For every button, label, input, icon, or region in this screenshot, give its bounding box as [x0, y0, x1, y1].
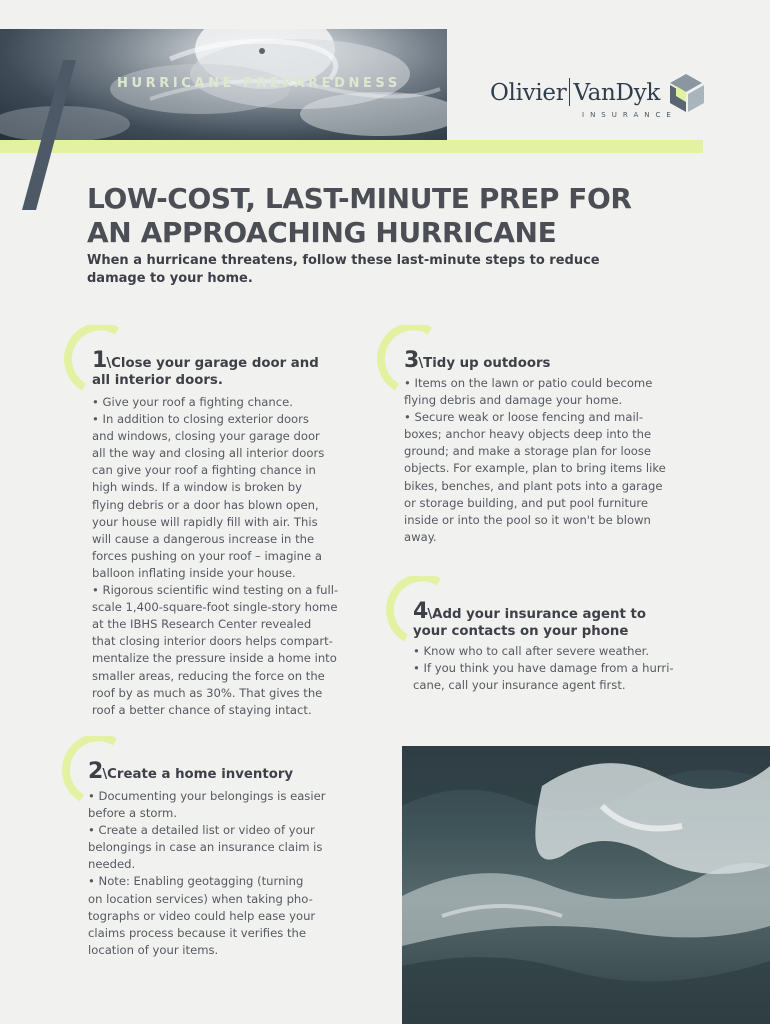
company-logo	[490, 72, 710, 122]
step-3-body: • Items on the lawn or patio could become flying debris and damage your home. • Secure weak or loose fencing and mail- boxes; anchor heavy objects deep into the ground; and make a storage plan for loose objects. For example, plan to bring items like bikes, benches, and plant pots into a garage or storage building, and put pool furniture inside or into the pool so it won't be blown away.	[404, 376, 666, 544]
step-4-body: • Know who to call after severe weather. • If you think you have damage from a hurri- cane, call your insurance agent first.	[413, 644, 674, 693]
accent-band	[0, 140, 703, 153]
step-1-body: • Give your roof a fighting chance. • In addition to closing exterior doors and windows, closing your garage door all the way and closing all interior doors can give your roof a fighting chance in high winds. If a window is broken by flying debris or a door has blown open, your house will rapidly fill with air. This will cause a dangerous increase in the forces pushing on your roof – imagine a balloon inflating inside your house. • Rigorous scientific wind testing on a full- scale 1,400-square-foot single-story home at the IBHS Research Center revealed that closing interior doors helps compart- mentalize the pressure inside a home into smaller areas, reducing the force on the roof by as much as 30%. That gives the roof a better chance of staying intact.	[92, 395, 339, 717]
ocean-waves-image	[402, 746, 770, 1024]
step-1-title: 1\Close your garage door and all interior doors.	[92, 348, 319, 388]
page-headline: LOW-COST, LAST-MINUTE PREP FOR AN APPROACHING HURRICANE	[87, 182, 632, 249]
step-2-title: 2\Create a home inventory	[88, 759, 294, 784]
slash-decoration	[0, 0, 100, 220]
step-4-title: 4\Add your insurance agent to your contacts on your phone	[413, 599, 646, 639]
step-2-body: • Documenting your belongings is easier before a storm. • Create a detailed list or video of your belongings in case an insurance claim is needed. • Note: Enabling geotagging (turning on location services) when taking pho- tographs or video could help ease your claims process because it verifies the location of your items.	[88, 789, 326, 957]
banner-title: HURRICANE PREPAREDNESS	[117, 76, 401, 91]
logo-subtitle: INSURANCE	[582, 111, 677, 119]
step-3-title: 3\Tidy up outdoors	[404, 348, 551, 373]
logo-name: Olivier VanDyk	[490, 80, 661, 106]
logo-mark-icon	[666, 72, 706, 114]
intro-text: When a hurricane threatens, follow these last-minute steps to reduce damage to your home.	[87, 253, 600, 286]
